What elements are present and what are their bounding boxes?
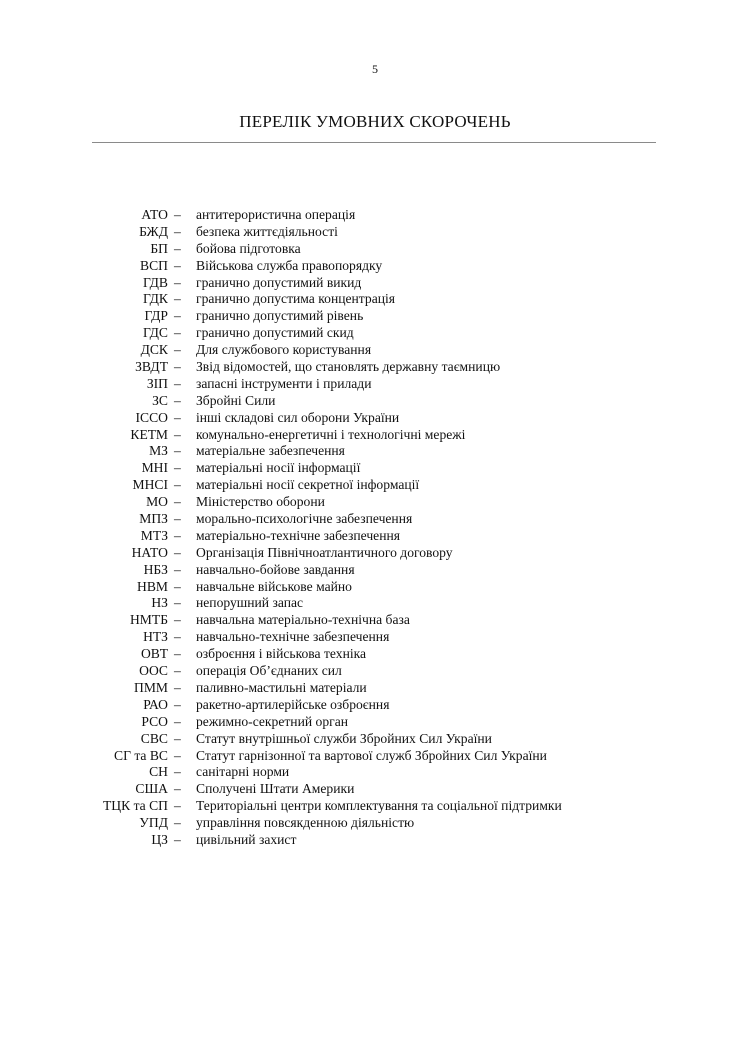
abbreviation-row xyxy=(0,291,750,308)
abbreviation-dash: – xyxy=(174,747,181,763)
abbreviation-row xyxy=(0,646,750,663)
abbreviation-term: МПЗ xyxy=(139,511,168,527)
abbreviation-definition: бойова підготовка xyxy=(196,240,301,256)
abbreviation-dash: – xyxy=(174,494,181,510)
abbreviation-dash: – xyxy=(174,342,181,358)
abbreviation-dash: – xyxy=(174,612,181,628)
page-number: 5 xyxy=(372,62,378,76)
abbreviation-term: МО xyxy=(146,494,168,510)
abbreviation-term: МНСІ xyxy=(132,477,168,493)
abbreviation-term: ВСП xyxy=(140,257,168,273)
abbreviation-definition: Організація Північноатлантичного договору xyxy=(196,544,453,560)
abbreviation-row xyxy=(0,494,750,511)
abbreviation-dash: – xyxy=(174,409,181,425)
abbreviation-row xyxy=(0,224,750,241)
abbreviation-definition: операція Об’єднаних сил xyxy=(196,663,342,679)
abbreviation-row xyxy=(0,764,750,781)
abbreviation-term: ДСК xyxy=(140,342,168,358)
abbreviation-row xyxy=(0,595,750,612)
abbreviation-definition: матеріально-технічне забезпечення xyxy=(196,527,401,543)
abbreviation-term: НБЗ xyxy=(143,561,168,577)
abbreviation-dash: – xyxy=(174,815,181,831)
abbreviation-dash: – xyxy=(174,223,181,239)
abbreviation-row xyxy=(0,612,750,629)
abbreviation-dash: – xyxy=(174,426,181,442)
abbreviation-dash: – xyxy=(174,764,181,780)
abbreviation-row xyxy=(0,258,750,275)
abbreviation-row xyxy=(0,781,750,798)
abbreviation-row xyxy=(0,443,750,460)
abbreviation-definition: інші складові сил оборони України xyxy=(196,409,400,425)
abbreviation-dash: – xyxy=(174,443,181,459)
abbreviation-term: СН xyxy=(149,764,168,780)
abbreviation-definition: навчальна матеріально-технічна база xyxy=(196,612,410,628)
abbreviation-row xyxy=(0,207,750,224)
abbreviation-term: НВМ xyxy=(137,578,168,594)
abbreviation-row xyxy=(0,275,750,292)
abbreviation-dash: – xyxy=(174,544,181,560)
abbreviation-definition: Військова служба правопорядку xyxy=(196,257,383,273)
abbreviation-definition: цивільний захист xyxy=(196,831,297,847)
abbreviation-dash: – xyxy=(174,527,181,543)
abbreviation-definition: непорушний запас xyxy=(196,595,304,611)
abbreviation-dash: – xyxy=(174,663,181,679)
abbreviation-term: МНІ xyxy=(141,460,168,476)
abbreviation-row xyxy=(0,697,750,714)
abbreviation-dash: – xyxy=(174,629,181,645)
abbreviation-row xyxy=(0,308,750,325)
abbreviation-term: БЖД xyxy=(139,223,168,239)
abbreviation-term: НАТО xyxy=(131,544,168,560)
abbreviation-term: ГДВ xyxy=(142,274,168,290)
abbreviation-dash: – xyxy=(174,392,181,408)
abbreviation-term: ГДР xyxy=(144,308,168,324)
abbreviation-definition: матеріальне забезпечення xyxy=(196,443,345,459)
abbreviation-dash: – xyxy=(174,207,181,222)
abbreviation-row xyxy=(0,410,750,427)
abbreviation-row xyxy=(0,359,750,376)
abbreviation-dash: – xyxy=(174,831,181,847)
abbreviation-dash: – xyxy=(174,325,181,341)
title-divider xyxy=(92,142,656,143)
abbreviation-definition: гранично допустимий рівень xyxy=(196,308,364,324)
page-title: ПЕРЕЛІК УМОВНИХ СКОРОЧЕНЬ xyxy=(239,112,511,131)
abbreviation-term: НТЗ xyxy=(143,629,168,645)
abbreviation-term: НЗ xyxy=(151,595,168,611)
abbreviation-definition: Для службового користування xyxy=(196,342,372,358)
abbreviation-term: КЕТМ xyxy=(130,426,168,442)
abbreviation-dash: – xyxy=(174,679,181,695)
abbreviation-term: ГДК xyxy=(142,291,168,307)
abbreviation-term: НМТБ xyxy=(129,612,168,628)
abbreviation-dash: – xyxy=(174,646,181,662)
abbreviation-row xyxy=(0,663,750,680)
abbreviation-dash: – xyxy=(174,359,181,375)
abbreviation-term: РАО xyxy=(143,696,168,712)
abbreviation-row xyxy=(0,562,750,579)
abbreviation-dash: – xyxy=(174,477,181,493)
abbreviation-definition: Міністерство оборони xyxy=(196,494,325,510)
abbreviation-term: ЗІП xyxy=(146,375,168,391)
abbreviation-definition: Збройні Сили xyxy=(196,392,276,408)
abbreviation-row xyxy=(0,714,750,731)
abbreviation-row xyxy=(0,815,750,832)
abbreviation-row xyxy=(0,629,750,646)
abbreviation-term: СГ та ВС xyxy=(114,747,168,763)
abbreviation-term: ГДС xyxy=(142,325,168,341)
abbreviation-term: МЗ xyxy=(149,443,168,459)
abbreviation-definition: матеріальні носії секретної інформації xyxy=(196,477,420,493)
abbreviation-row xyxy=(0,342,750,359)
abbreviation-term: МТЗ xyxy=(140,527,168,543)
abbreviation-row xyxy=(0,832,750,849)
abbreviation-dash: – xyxy=(174,308,181,324)
abbreviation-dash: – xyxy=(174,781,181,797)
abbreviation-row xyxy=(0,427,750,444)
abbreviation-dash: – xyxy=(174,375,181,391)
abbreviation-term: США xyxy=(135,781,168,797)
abbreviation-term: ІССО xyxy=(135,409,168,425)
abbreviation-dash: – xyxy=(174,240,181,256)
abbreviation-term: СВС xyxy=(140,730,168,746)
abbreviation-definition: управління повсякденною діяльністю xyxy=(196,815,415,831)
abbreviation-term: УПД xyxy=(139,815,168,831)
abbreviation-definition: запасні інструменти і прилади xyxy=(196,375,372,391)
abbreviation-definition: комунально-енергетичні і технологічні мережі xyxy=(196,426,466,442)
abbreviation-definition: санітарні норми xyxy=(196,764,290,780)
abbreviation-definition: Звід відомостей, що становлять державну таємницю xyxy=(196,359,501,375)
abbreviation-definition: Статут внутрішньої служби Збройних Сил України xyxy=(196,730,492,746)
abbreviation-row xyxy=(0,325,750,342)
abbreviation-definition: безпека життєдіяльності xyxy=(196,223,338,239)
abbreviation-term: ЗВДТ xyxy=(135,359,168,375)
abbreviation-list xyxy=(0,207,750,849)
abbreviation-term: ЦЗ xyxy=(151,831,168,847)
abbreviation-dash: – xyxy=(174,696,181,712)
abbreviation-definition: режимно-секретний орган xyxy=(196,713,349,729)
abbreviation-definition: навчальне військове майно xyxy=(196,578,352,594)
abbreviation-definition: антитерористична операція xyxy=(196,207,356,222)
abbreviation-row xyxy=(0,460,750,477)
abbreviation-definition: гранично допустима концентрація xyxy=(196,291,396,307)
abbreviation-dash: – xyxy=(174,460,181,476)
abbreviation-definition: паливно-мастильні матеріали xyxy=(196,679,367,695)
abbreviation-row xyxy=(0,579,750,596)
abbreviation-definition: гранично допустимий скид xyxy=(196,325,354,341)
abbreviation-dash: – xyxy=(174,730,181,746)
abbreviation-term: АТО xyxy=(141,207,168,222)
abbreviation-definition: гранично допустимий викид xyxy=(196,274,362,290)
abbreviation-term: РСО xyxy=(141,713,168,729)
abbreviation-row xyxy=(0,680,750,697)
abbreviation-row xyxy=(0,545,750,562)
abbreviation-definition: Статут гарнізонної та вартової служб Збройних Сил України xyxy=(196,747,547,763)
abbreviation-row xyxy=(0,731,750,748)
abbreviation-definition: матеріальні носії інформації xyxy=(196,460,361,476)
abbreviation-term: БП xyxy=(150,240,168,256)
abbreviation-dash: – xyxy=(174,798,181,814)
abbreviation-row xyxy=(0,798,750,815)
abbreviation-term: ОВТ xyxy=(140,646,168,662)
abbreviation-dash: – xyxy=(174,274,181,290)
abbreviation-dash: – xyxy=(174,578,181,594)
abbreviation-dash: – xyxy=(174,713,181,729)
abbreviation-definition: ракетно-артилерійське озброєння xyxy=(196,696,390,712)
abbreviation-definition: навчально-бойове завдання xyxy=(196,561,355,577)
abbreviation-row xyxy=(0,528,750,545)
abbreviation-term: ЗС xyxy=(152,392,168,408)
abbreviation-row xyxy=(0,241,750,258)
abbreviation-row xyxy=(0,511,750,528)
abbreviation-dash: – xyxy=(174,561,181,577)
abbreviation-dash: – xyxy=(174,291,181,307)
abbreviation-dash: – xyxy=(174,595,181,611)
abbreviation-definition: навчально-технічне забезпечення xyxy=(196,629,390,645)
abbreviation-row xyxy=(0,748,750,765)
abbreviation-row xyxy=(0,477,750,494)
abbreviation-definition: Сполучені Штати Америки xyxy=(196,781,355,797)
abbreviation-row xyxy=(0,393,750,410)
abbreviation-term: ПММ xyxy=(134,679,168,695)
abbreviation-definition: озброєння і військова техніка xyxy=(196,646,367,662)
abbreviation-definition: морально-психологічне забезпечення xyxy=(196,511,413,527)
abbreviation-term: ООС xyxy=(139,663,168,679)
abbreviation-dash: – xyxy=(174,257,181,273)
abbreviation-term: ТЦК та СП xyxy=(102,798,168,814)
abbreviation-row xyxy=(0,376,750,393)
abbreviation-definition: Територіальні центри комплектування та соціальної підтримки xyxy=(196,798,562,814)
abbreviation-dash: – xyxy=(174,511,181,527)
